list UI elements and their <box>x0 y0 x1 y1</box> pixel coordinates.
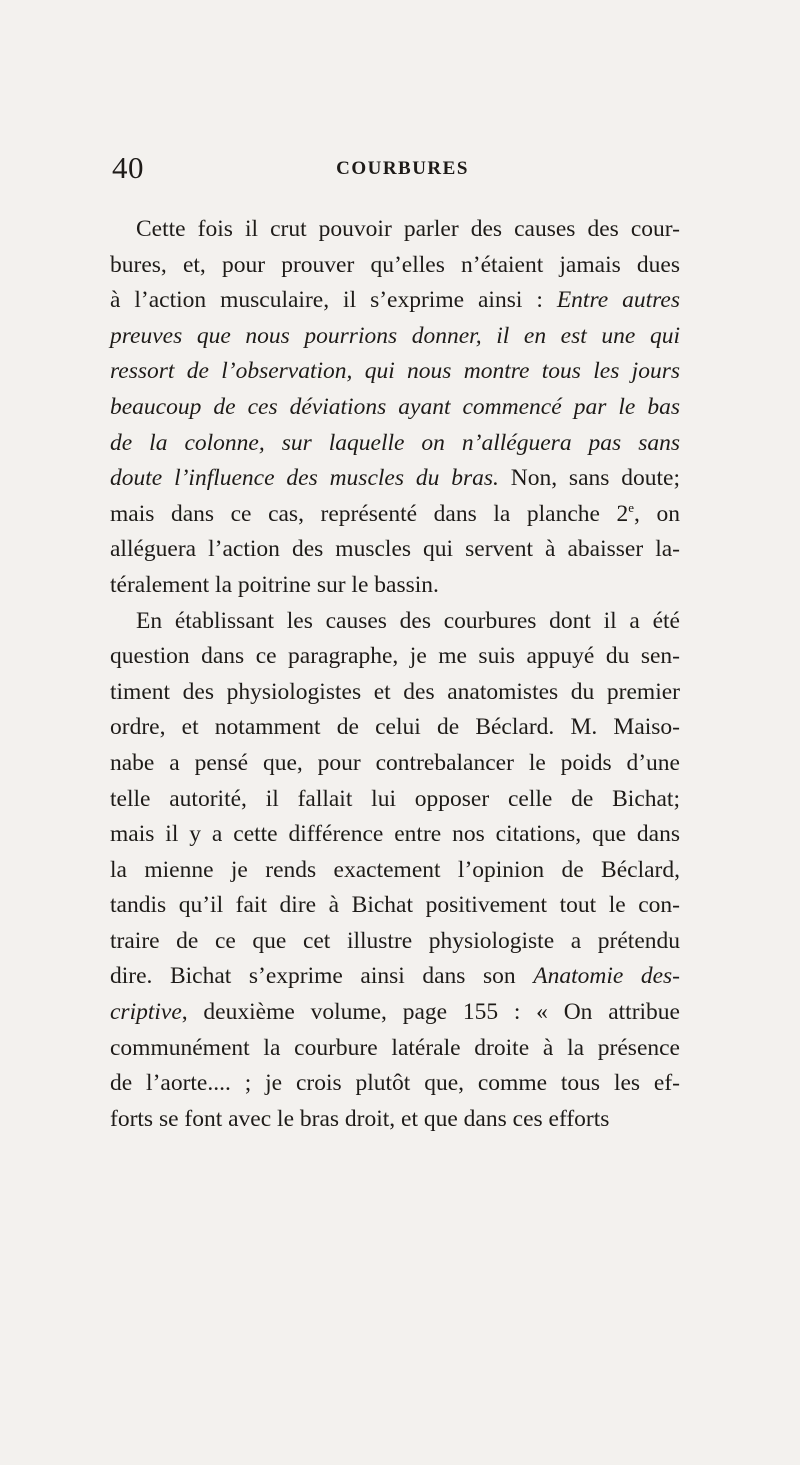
text-segment: timent des physiologistes et des anatomistes du premier <box>110 678 680 705</box>
text-segment: à l’action musculaire, il s’exprime ainsi : <box>110 287 557 314</box>
text-segment: mais il y a cette différence entre nos citations, que dans <box>110 821 680 848</box>
italic-text: Entre autres <box>556 287 681 314</box>
text-line <box>110 995 680 1031</box>
text-segment: Non, sans doute; <box>498 465 680 492</box>
text-line <box>110 532 680 568</box>
italic-text: ressort de l’observation, qui nous montre tous les jours <box>110 358 680 385</box>
text-line <box>110 710 680 746</box>
italic-text: Anatomie des- <box>533 963 680 990</box>
text-segment: dire. Bichat s’exprime ainsi dans son <box>110 963 534 990</box>
text-segment: ordre, et notamment de celui de Béclard. M. Maiso- <box>110 714 680 741</box>
text-line <box>110 568 680 604</box>
text-line <box>110 390 680 426</box>
body-text <box>110 212 680 1137</box>
text-segment: la mienne je rends exactement l’opinion de Béclard, <box>110 856 680 883</box>
text-line <box>110 212 680 248</box>
text-segment: En établissant les causes des courbures dont il a été <box>136 607 680 634</box>
text-segment: alléguera l’action des muscles qui servent à abaisser la- <box>110 536 680 563</box>
text-line <box>110 1102 680 1138</box>
page-number: 40 <box>112 150 144 185</box>
italic-text: doute l’influence des muscles du bras. <box>110 465 499 492</box>
text-segment: de l’aorte.... ; je crois plutôt que, comme tous les ef- <box>110 1070 680 1097</box>
text-segment: traire de ce que cet illustre physiologiste a prétendu <box>110 927 680 954</box>
italic-text: beaucoup de ces déviations ayant commencé par le bas <box>110 393 680 420</box>
text-line <box>110 497 680 533</box>
text-segment: nabe a pensé que, pour contrebalancer le poids d’une <box>110 749 680 776</box>
text-segment: téralement la poitrine sur le bassin. <box>110 571 439 598</box>
text-line <box>110 248 680 284</box>
text-line <box>110 888 680 924</box>
text-line <box>110 283 680 319</box>
italic-text: preuves que nous pourrions donner, il en est une qui <box>110 322 680 349</box>
text-line <box>110 354 680 390</box>
text-segment: , deuxième volume, page 155 : « On attribue <box>181 999 680 1026</box>
paragraph <box>110 604 680 1138</box>
text-line <box>110 675 680 711</box>
paragraph <box>110 212 680 604</box>
text-line <box>110 746 680 782</box>
text-line <box>110 604 680 640</box>
italic-text: de la colonne, sur laquelle on n’alléguera pas sans <box>110 429 680 456</box>
text-segment: communément la courbure latérale droite à la présence <box>110 1034 680 1061</box>
text-line <box>110 924 680 960</box>
text-line <box>110 319 680 355</box>
text-line <box>110 817 680 853</box>
text-line <box>110 461 680 497</box>
text-line <box>110 639 680 675</box>
running-title: COURBURES <box>336 158 469 179</box>
text-segment: bures, et, pour prouver qu’elles n’étaient jamais dues <box>110 251 680 278</box>
text-segment: mais dans ce cas, représenté dans la planche 2 <box>110 500 629 527</box>
text-segment: , on <box>634 500 681 527</box>
superscript: e <box>628 499 635 515</box>
text-line <box>110 426 680 462</box>
running-head <box>112 150 677 190</box>
text-line <box>110 853 680 889</box>
text-line <box>110 1031 680 1067</box>
text-line <box>110 1066 680 1102</box>
text-segment: Cette fois il crut pouvoir parler des causes des cour- <box>136 216 680 242</box>
text-segment: forts se font avec le bras droit, et que dans ces efforts <box>110 1105 610 1132</box>
text-segment: telle autorité, il fallait lui opposer celle de Bichat; <box>110 785 680 812</box>
text-segment: tandis qu’il fait dire à Bichat positivement tout le con- <box>110 892 680 919</box>
text-line <box>110 959 680 995</box>
text-segment: question dans ce paragraphe, je me suis appuyé du sen- <box>110 643 680 670</box>
text-line <box>110 782 680 818</box>
italic-text: criptive <box>110 999 182 1026</box>
